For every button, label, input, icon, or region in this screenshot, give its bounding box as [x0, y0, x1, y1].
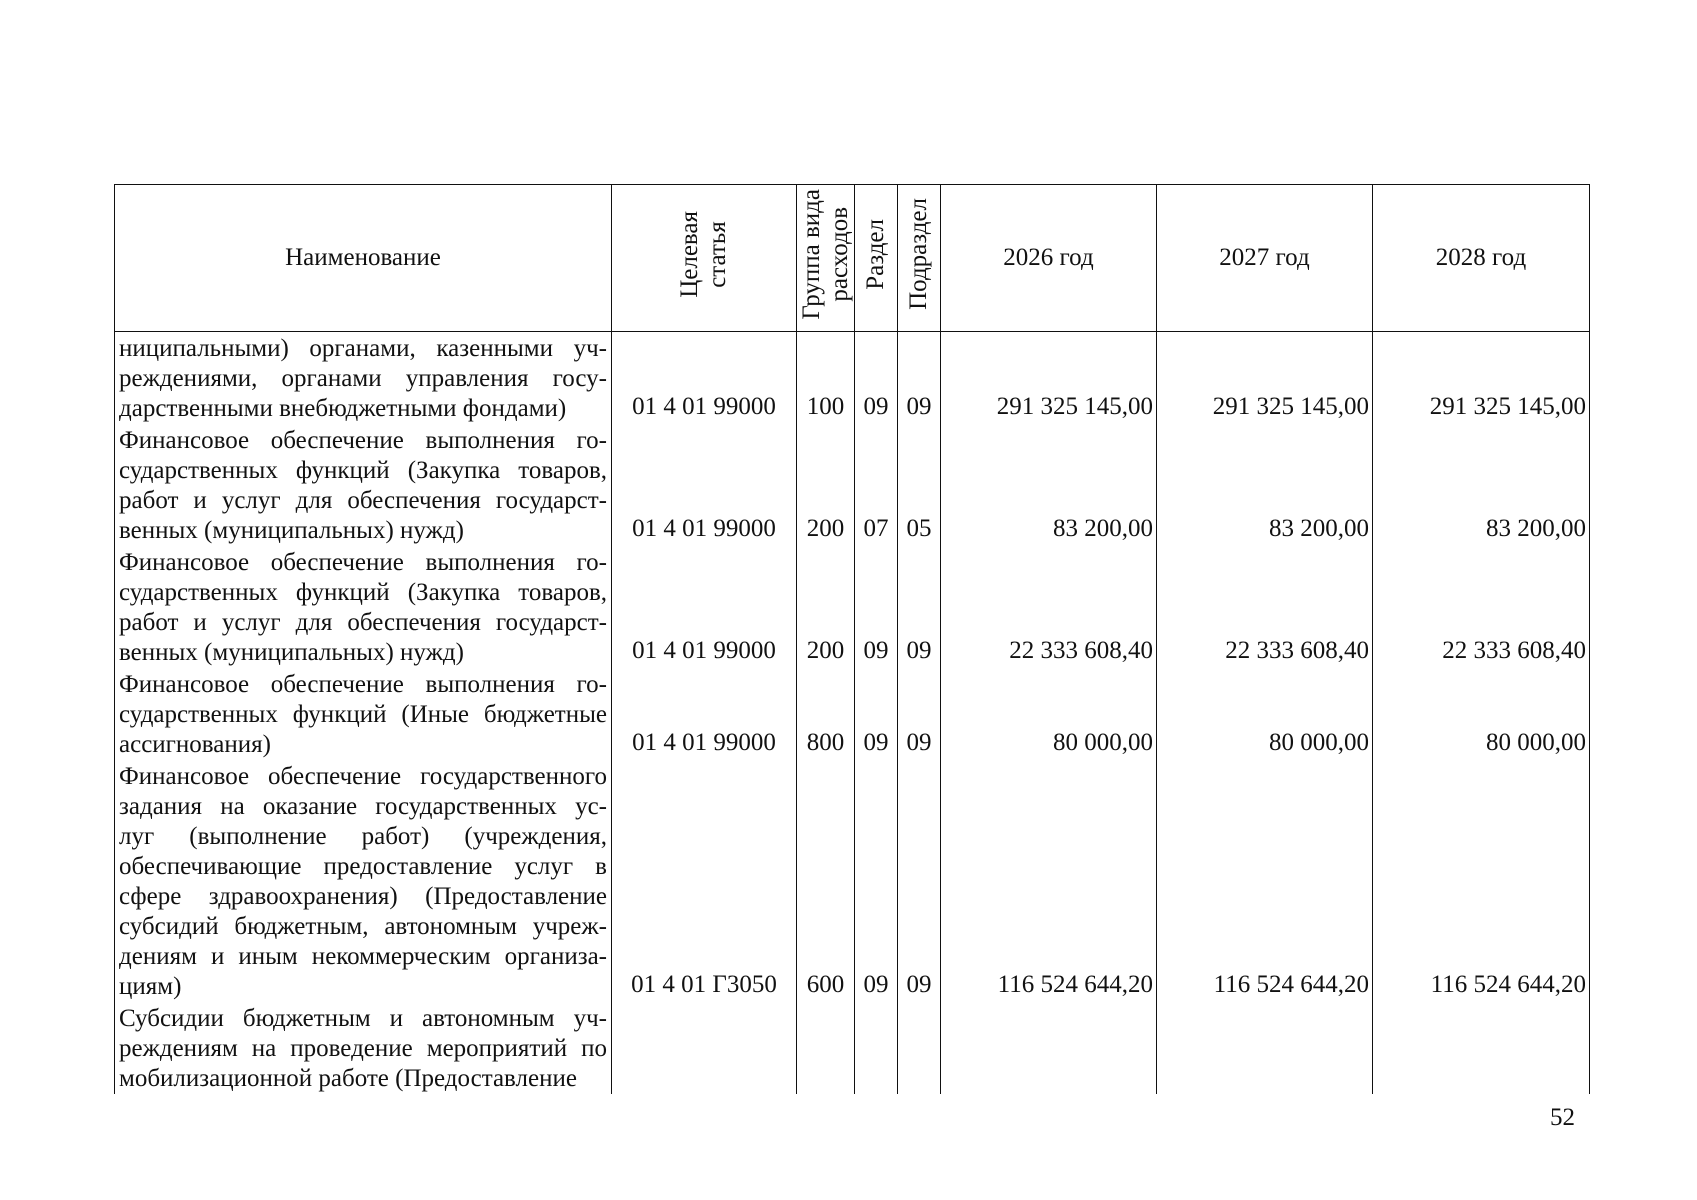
row-amount-2026: 116 524 644,20: [941, 760, 1157, 1002]
row-name-line: циям): [119, 973, 182, 1000]
row-expense-group: 800: [797, 668, 855, 760]
row-name-line: Финансовое обеспечение государственного: [119, 763, 607, 790]
header-subsection: [898, 185, 941, 332]
row-amount-2026: 83 200,00: [941, 424, 1157, 546]
table-row: [115, 424, 1590, 546]
row-name-line: сударственных функций (Иные бюджетные: [119, 701, 607, 728]
row-subsection: [898, 1002, 941, 1094]
table-row: [115, 546, 1590, 668]
row-name-line: луг (выполнение работ) (учреждения,: [119, 823, 607, 850]
row-name-line: мобилизационной работе (Предоставление: [119, 1065, 577, 1092]
row-amount-2028: 291 325 145,00: [1373, 332, 1590, 425]
row-expense-group: 200: [797, 546, 855, 668]
table-row: [115, 1002, 1590, 1094]
row-subsection: 09: [898, 332, 941, 425]
row-name-line: реждениям на проведение мероприятий по: [119, 1035, 607, 1062]
row-name-line: реждениями, органами управления госу-: [119, 365, 607, 392]
header-year-2028: 2028 год: [1373, 185, 1590, 332]
row-section: 09: [855, 760, 898, 1002]
header-subsection-label: Подраздел: [905, 198, 932, 310]
row-expense-group: 200: [797, 424, 855, 546]
row-amount-2028: 116 524 644,20: [1373, 760, 1590, 1002]
table-row: [115, 760, 1590, 1002]
row-name-line: венных (муниципальных) нужд): [119, 517, 464, 544]
row-subsection: 09: [898, 546, 941, 668]
row-name-line: работ и услуг для обеспечения государст-: [119, 487, 607, 514]
row-amount-2026: [941, 1002, 1157, 1094]
row-name-line: работ и услуг для обеспечения государст-: [119, 609, 607, 636]
row-name-line: ниципальными) органами, казенными уч-: [119, 335, 607, 362]
row-subsection: 09: [898, 668, 941, 760]
row-name-line: ассигнования): [119, 731, 271, 758]
budget-table: [114, 184, 1590, 1094]
row-target-article: 01 4 01 99000: [612, 424, 797, 546]
row-section: [855, 1002, 898, 1094]
header-year-2027: 2027 год: [1157, 185, 1373, 332]
header-target-article: [612, 185, 797, 332]
row-section: 09: [855, 332, 898, 425]
row-amount-2026: 22 333 608,40: [941, 546, 1157, 668]
row-name-line: сударственных функций (Закупка товаров,: [119, 457, 607, 484]
row-target-article: 01 4 01 Г3050: [612, 760, 797, 1002]
row-amount-2026: 291 325 145,00: [941, 332, 1157, 425]
row-amount-2027: 83 200,00: [1157, 424, 1373, 546]
row-expense-group: 600: [797, 760, 855, 1002]
row-name-line: субсидий бюджетным, автономным учреж-: [119, 913, 607, 940]
row-amount-2027: 22 333 608,40: [1157, 546, 1373, 668]
row-name-line: дарственными внебюджетными фондами): [119, 395, 567, 422]
row-name-line: венных (муниципальных) нужд): [119, 639, 464, 666]
row-name-line: обеспечивающие предоставление услуг в: [119, 853, 607, 880]
row-subsection: 09: [898, 760, 941, 1002]
row-name-line: Финансовое обеспечение выполнения го-: [119, 549, 607, 576]
row-section: 09: [855, 546, 898, 668]
row-amount-2027: 291 325 145,00: [1157, 332, 1373, 425]
row-target-article: 01 4 01 99000: [612, 668, 797, 760]
row-target-article: 01 4 01 99000: [612, 546, 797, 668]
row-name-cell: [115, 760, 612, 1002]
row-name-cell: [115, 1002, 612, 1094]
header-group-line1: Группа вида: [797, 188, 825, 320]
table-row: [115, 332, 1590, 425]
row-name-line: сфере здравоохранения) (Предоставление: [119, 883, 607, 910]
row-name-line: Финансовое обеспечение выполнения го-: [119, 671, 607, 698]
table-row: [115, 668, 1590, 760]
row-amount-2028: 83 200,00: [1373, 424, 1590, 546]
header-target-line2: статья: [704, 220, 731, 288]
row-name-cell: [115, 424, 612, 546]
row-name-cell: [115, 668, 612, 760]
header-name: Наименование: [115, 185, 612, 332]
row-name-line: дениям и иным некоммерческим организа-: [119, 943, 607, 970]
row-name-line: сударственных функций (Закупка товаров,: [119, 579, 607, 606]
row-amount-2027: [1157, 1002, 1373, 1094]
table-body: [115, 332, 1590, 1095]
header-target-line1: Целевая: [676, 210, 703, 298]
row-subsection: 05: [898, 424, 941, 546]
header-section: [855, 185, 898, 332]
row-amount-2027: 80 000,00: [1157, 668, 1373, 760]
row-name-line: Субсидии бюджетным и автономным уч-: [119, 1005, 607, 1032]
header-group-line2: расходов: [825, 206, 853, 302]
header-expense-group: [797, 185, 855, 332]
row-target-article: 01 4 01 99000: [612, 332, 797, 425]
row-name-cell: [115, 332, 612, 425]
row-expense-group: [797, 1002, 855, 1094]
row-name-line: Финансовое обеспечение выполнения го-: [119, 427, 607, 454]
row-amount-2028: 22 333 608,40: [1373, 546, 1590, 668]
table-header: [115, 185, 1590, 332]
row-section: 07: [855, 424, 898, 546]
page-number: 52: [1550, 1104, 1575, 1131]
row-name-line: задания на оказание государственных ус-: [119, 793, 607, 820]
row-target-article: [612, 1002, 797, 1094]
row-section: 09: [855, 668, 898, 760]
row-amount-2028: [1373, 1002, 1590, 1094]
row-expense-group: 100: [797, 332, 855, 425]
header-year-2026: 2026 год: [941, 185, 1157, 332]
row-amount-2026: 80 000,00: [941, 668, 1157, 760]
row-amount-2027: 116 524 644,20: [1157, 760, 1373, 1002]
header-section-label: Раздел: [862, 218, 889, 290]
row-name-cell: [115, 546, 612, 668]
row-amount-2028: 80 000,00: [1373, 668, 1590, 760]
